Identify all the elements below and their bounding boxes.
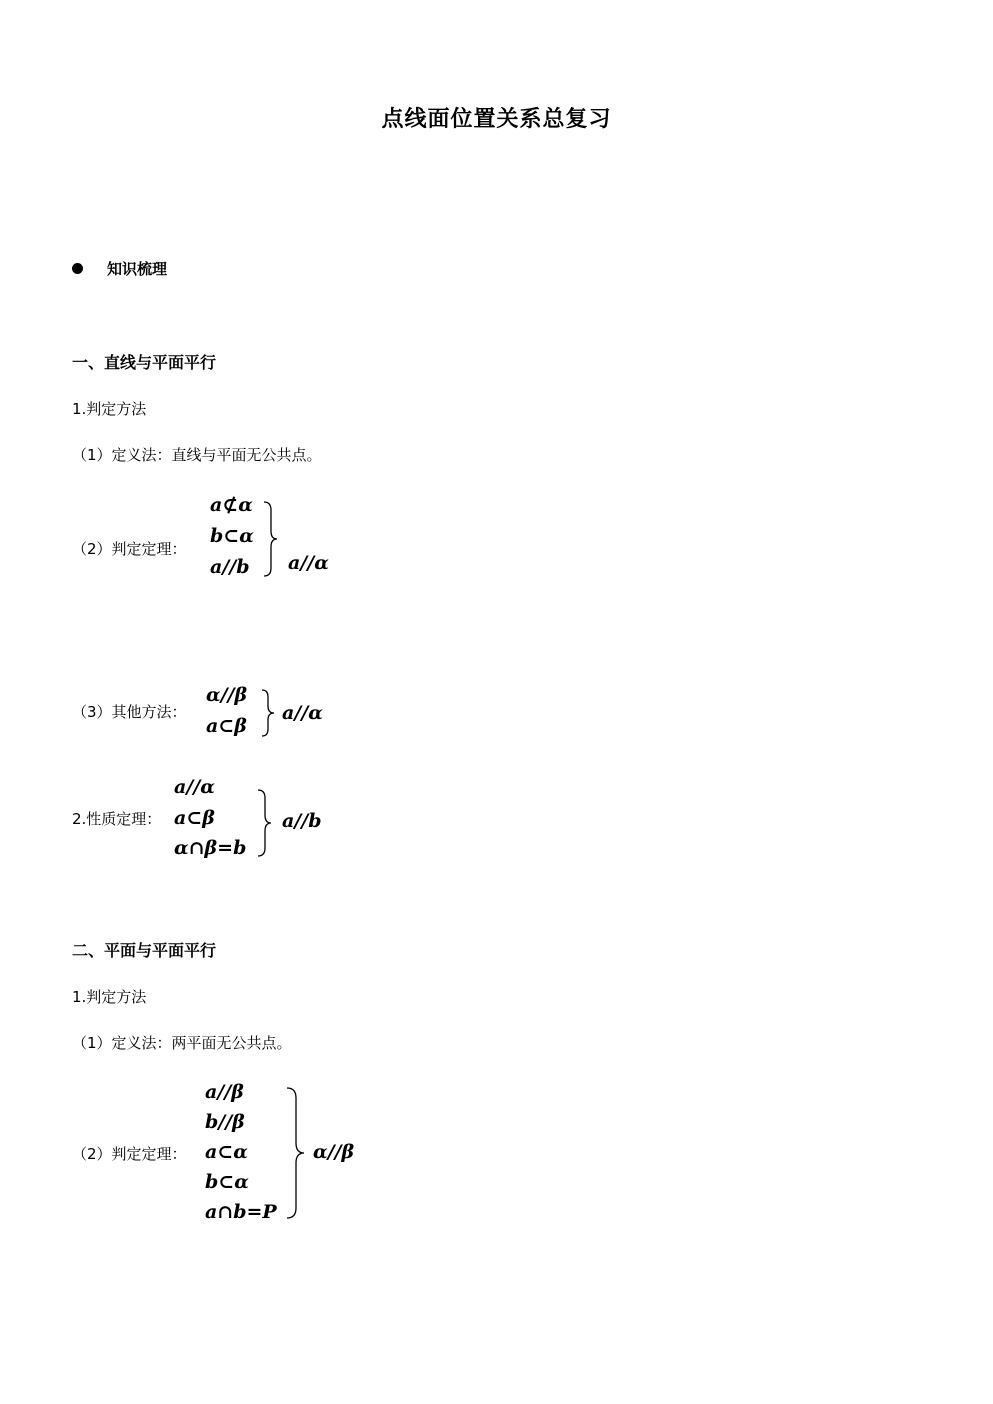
s1-property-condition-3: α∩β=b <box>174 837 247 859</box>
s2-item2-conclusion: α//β <box>313 1141 355 1163</box>
s1-item2-condition-1: a⊄α <box>210 494 253 516</box>
s1-item3-conclusion: a//α <box>282 702 323 724</box>
s2-item2-condition-5: a∩b=P <box>205 1201 277 1223</box>
s1-item3-condition-1: α//β <box>206 684 248 706</box>
s1-item2-condition-2: b⊂α <box>210 525 254 547</box>
right-brace-icon <box>260 688 276 738</box>
section1-item2-label: （2）判定定理： <box>72 540 187 558</box>
section1-method-heading: 1.判定方法 <box>72 400 147 418</box>
section2-item2-label: （2）判定定理： <box>72 1145 187 1163</box>
s1-item3-condition-2: a⊂β <box>206 715 247 737</box>
section1-heading: 一、直线与平面平行 <box>72 353 217 372</box>
bullet-icon <box>72 263 83 274</box>
s1-property-condition-1: a//α <box>174 776 215 798</box>
section2-heading: 二、平面与平面平行 <box>72 941 217 960</box>
section2-item1: （1）定义法：两平面无公共点。 <box>72 1034 292 1052</box>
section1-item1: （1）定义法：直线与平面无公共点。 <box>72 446 322 464</box>
s2-item2-condition-1: a//β <box>205 1081 244 1103</box>
s1-item2-condition-3: a//b <box>210 556 250 578</box>
right-brace-icon <box>262 500 280 578</box>
s2-item2-condition-2: b//β <box>205 1111 245 1133</box>
page-title: 点线面位置关系总复习 <box>381 107 612 132</box>
s1-property-condition-2: a⊂β <box>174 807 215 829</box>
section2-method-heading: 1.判定方法 <box>72 988 147 1006</box>
section1-item3-label: （3）其他方法： <box>72 703 187 721</box>
bullet-heading: 知识梳理 <box>107 260 168 278</box>
right-brace-icon <box>256 788 274 858</box>
s2-item2-condition-4: b⊂α <box>205 1171 249 1193</box>
s2-item2-condition-3: a⊂α <box>205 1141 248 1163</box>
section1-property-label: 2.性质定理： <box>72 810 162 828</box>
right-brace-icon <box>285 1086 307 1220</box>
s1-property-conclusion: a//b <box>282 810 322 832</box>
s1-item2-conclusion: a//α <box>288 552 329 574</box>
